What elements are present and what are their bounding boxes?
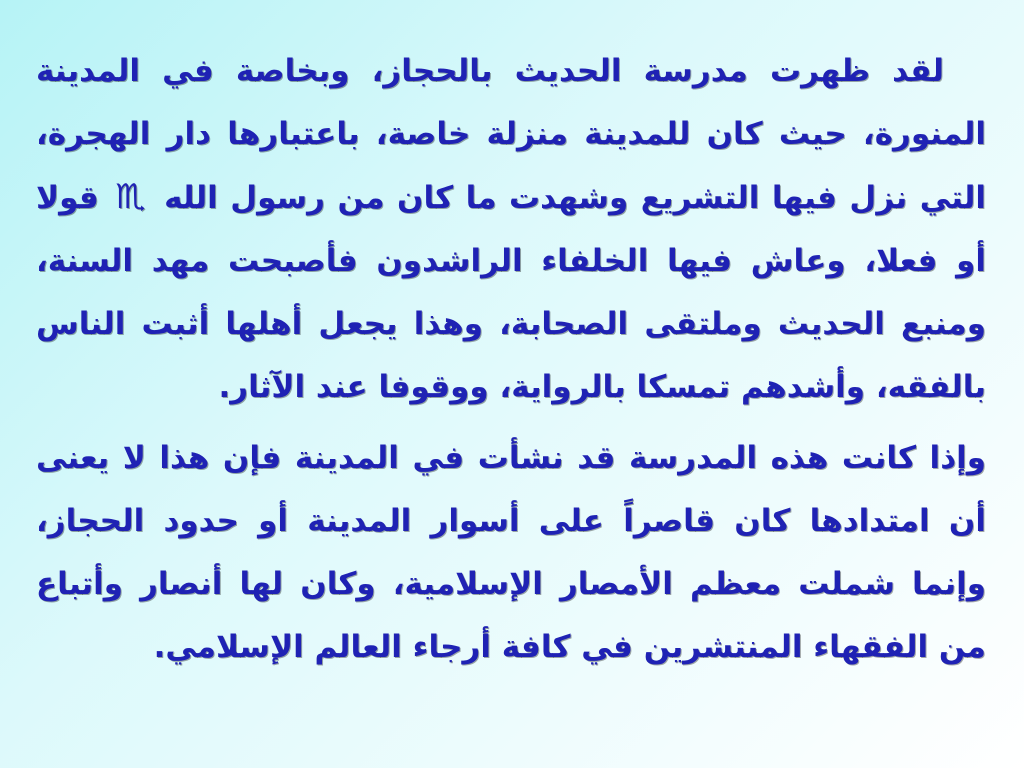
honorific-symbol: ♏ [115,177,148,217]
paragraph-1 [36,40,986,419]
paragraph-2-text: وإذا كانت هذه المدرسة قد نشأت في المدينة فإن هذا لا يعنى أن امتدادها كان قاصراً على أسوار المدينة أو حدود الحجاز، وإنما شملت معظم الأمصار الإسلامية، وكان لها أنصار وأتباع من الفقهاء المنتشرين في كافة أرجاء العالم الإسلامي. [36,440,986,665]
text-body [36,40,986,687]
paragraph-1-text-part1: لقد ظهرت مدرسة الحديث بالحجاز، وبخاصة في المدينة المنورة، حيث كان للمدينة منزلة خاصة، باعتبارها دار الهجرة، التي نزل فيها التشريع وشهدت ما كان من رسول الله [36,53,987,216]
paragraph-1-text-part2: قولا أو فعلا، وعاش فيها الخلفاء الراشدون فأصبحت مهد السنة، ومنبع الحديث وملتقى الصحابة، وهذا يجعل أهلها أثبت الناس بالفقه، وأشدهم تمسكا بالرواية، ووقوفا عند الآثار. [36,180,986,405]
paragraph-2 [36,427,986,679]
